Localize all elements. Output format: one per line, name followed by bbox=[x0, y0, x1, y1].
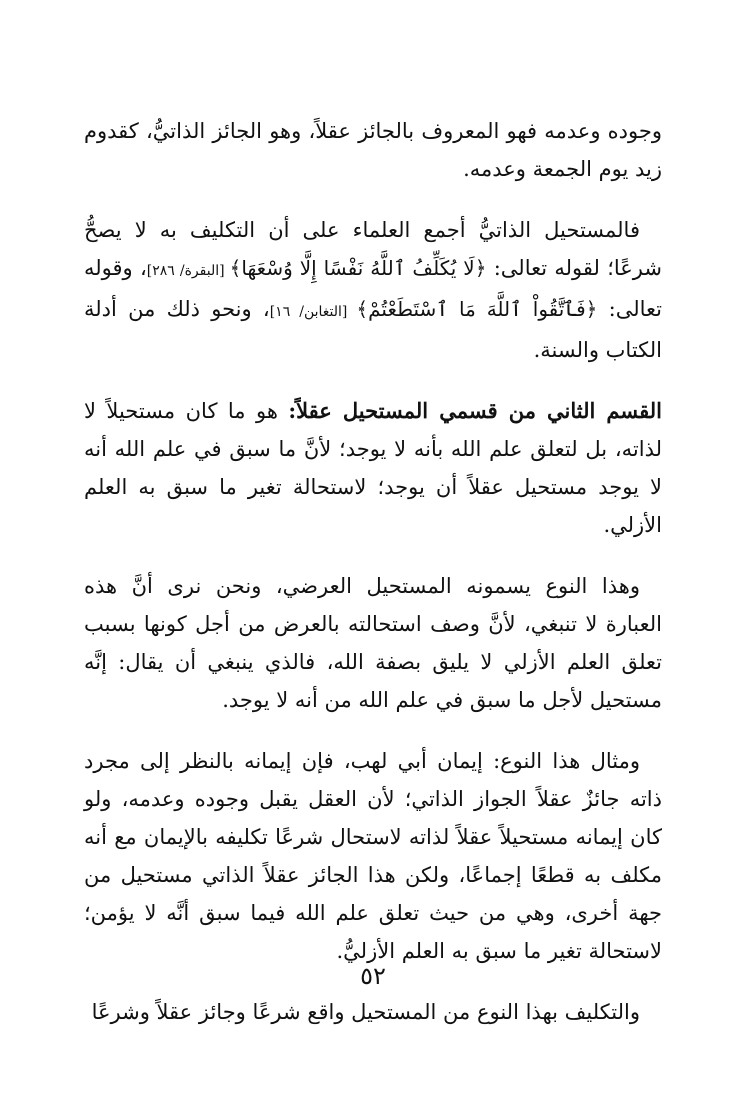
paragraph-2-end: ، ونحو ذلك من أدلة الكتاب والسنة. bbox=[84, 297, 662, 362]
paragraph-2 bbox=[84, 211, 662, 369]
paragraph-6: والتكليف بهذا النوع من المستحيل واقع شرعًا وجائز عقلاً وشرعًا bbox=[91, 1000, 640, 1024]
quran-verse-2: ﴿فَٱتَّقُواْ ٱللَّهَ مَا ٱسْتَطَعْتُمْ﴾ bbox=[356, 297, 598, 321]
verse-reference-1: [البقرة/ ٢٨٦] bbox=[146, 263, 230, 279]
quran-verse-1: ﴿لَا يُكَلِّفُ ٱللَّهُ نَفْسًا إِلَّا وُسْعَهَا﴾ bbox=[229, 256, 487, 280]
section-heading: القسم الثاني من قسمي المستحيل عقلاً: bbox=[288, 398, 662, 423]
page-number: ٥٢ bbox=[360, 962, 386, 990]
paragraph-1: وجوده وعدمه فهو المعروف بالجائز عقلاً، وهو الجائز الذاتيُّ، كقدوم زيد يوم الجمعة وعدمه. bbox=[84, 119, 662, 181]
paragraph-4: وهذا النوع يسمونه المستحيل العرضي، ونحن نرى أنَّ هذه العبارة لا تنبغي، لأنَّ وصف استحالته بالعرض من أجل كونها بسبب تعلق العلم الأزلي لا يليق بصفة الله، فالذي ينبغي أن يقال: إنَّه مستحيل لأجل ما سبق في علم الله من أنه لا يوجد. bbox=[84, 574, 662, 712]
paragraph-3-body: هو ما كان مستحيلاً لا لذاته، بل لتعلق علم الله بأنه لا يوجد؛ لأنَّ ما سبق في علم الله أنه لا يوجد مستحيل عقلاً أن يوجد؛ لاستحالة تغير ما سبق به العلم الأزلي. bbox=[84, 399, 662, 537]
paragraph-5: ومثال هذا النوع: إيمان أبي لهب، فإن إيمانه بالنظر إلى مجرد ذاته جائزٌ عقلاً الجواز الذاتي؛ لأن العقل يقبل وجوده وعدمه، ولو كان إيمانه مستحيلاً عقلاً لذاته لاستحال شرعًا تكليفه بالإيمان مع أنه مكلف به قطعًا إجماعًا، ولكن هذا الجائز عقلاً الذاتي مستحيل من جهة أخرى، وهي من حيث تعلق علم الله فيما سبق أنَّه لا يؤمن؛ لاستحالة تغير ما سبق به العلم الأزليُّ. bbox=[84, 749, 662, 963]
paragraph-3 bbox=[84, 392, 662, 544]
page-body bbox=[84, 112, 662, 1054]
paragraph-2-intro: فالمستحيل الذاتيُّ أجمع العلماء على أن التكليف به لا يصحُّ شرعًا؛ لقوله تعالى: bbox=[84, 218, 662, 280]
verse-reference-2: [التغابن/ ١٦] bbox=[269, 304, 357, 320]
paragraph-2-middle: ، وقوله تعالى: bbox=[84, 256, 662, 321]
